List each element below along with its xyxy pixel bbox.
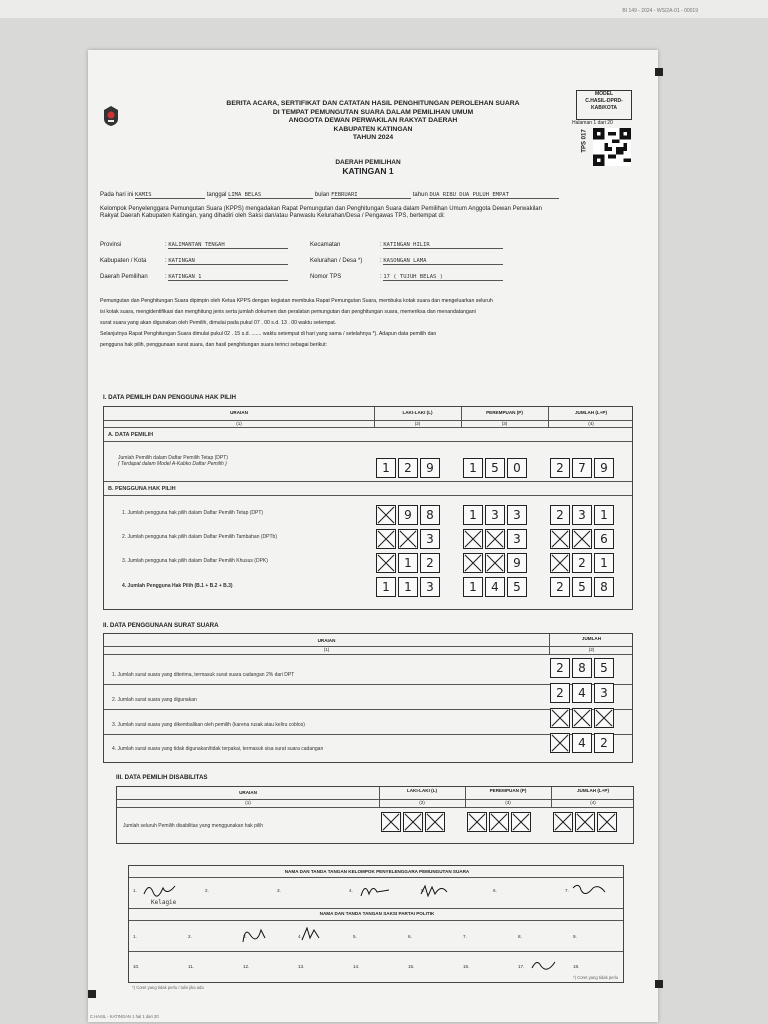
crossed-box-icon (594, 708, 614, 728)
digit-box: 1 (594, 553, 614, 573)
disabilitas-perempuan-boxes (467, 812, 533, 832)
signature-slot-number: 2. (188, 934, 192, 939)
registration-mark (655, 980, 663, 988)
b4-laki-boxes (376, 577, 442, 597)
section-3-table: URAIAN LAKI-LAKI (L) PEREMPUAN (P) JUMLAH (L+P) (1) (2) (3) (4) Jumlah seluruh Pemilih disabilitas yang menggunakan hak pilih (116, 786, 634, 844)
crossed-box-icon (467, 812, 487, 832)
crossed-box-icon (511, 812, 531, 832)
crossed-box-icon (425, 812, 445, 832)
digit-box: 6 (594, 529, 614, 549)
kpu-logo-icon (103, 105, 119, 127)
signature-slot-number: 4. (349, 888, 353, 893)
signature-slot-number: 5. (421, 888, 425, 893)
dpt-jumlah-boxes (550, 458, 616, 478)
digit-box: 1 (463, 577, 483, 597)
section-1-table: URAIAN LAKI-LAKI (L) PEREMPUAN (P) JUMLAH (L+P) (1) (2) (3) (4) A. DATA PEMILIH Jumlah Pemilih dalam Daftar Pemilih Tetap (DPT) ( Terdapat dalam Model A-Kabko Daftar Pemilih ) B. PENGGUNA HAK PILIH 1. Jumlah pengguna hak pilih dalam Daftar Pemilih Tetap (DPT) 2. Jumlah pengguna hak pilih dalam Daftar Pemilih Tambahan (DPTb) 3. Jumlah pengguna hak pilih dalam Daftar Pemilih Khusus (DPK) 4. Jumlah Pengguna Hak Pilih (B.1 + B.2 + B.3) (103, 406, 633, 610)
registration-mark (88, 990, 96, 998)
page-number: Halaman 1 dari 20 (572, 120, 613, 126)
kelurahan-value: KASONGAN LAMA (383, 258, 503, 265)
tps-vertical-label: TPS 017 (581, 129, 588, 153)
digit-box: 1 (594, 505, 614, 525)
b4-jumlah-boxes (550, 577, 616, 597)
surat-diterima-boxes (550, 658, 616, 678)
signature-slot-number: 3. (243, 934, 247, 939)
intro-line: Pada hari ini KAMIS tanggal LIMA BELAS bulan FEBRUARI tahun DUA RIBU DUA PULUH EMPAT (100, 192, 559, 199)
b1-jumlah-boxes (550, 505, 616, 525)
crossed-box-icon (575, 812, 595, 832)
digit-box: 4 (572, 683, 592, 703)
digit-box: 4 (572, 733, 592, 753)
digit-box: 4 (485, 577, 505, 597)
disabilitas-laki-boxes (381, 812, 447, 832)
b4-perempuan-boxes (463, 577, 529, 597)
digit-box: 3 (420, 529, 440, 549)
qr-code-icon (593, 128, 631, 166)
model-box: MODEL C.HASIL-DPRD- KAB/KOTA (576, 90, 632, 120)
crossed-box-icon (381, 812, 401, 832)
b1-perempuan-boxes (463, 505, 529, 525)
crossed-box-icon (572, 529, 592, 549)
digit-box: 1 (398, 553, 418, 573)
digit-box: 3 (507, 505, 527, 525)
signature-saksi-4-icon (299, 924, 323, 944)
dapil-value: KATINGAN 1 (168, 274, 288, 281)
signature-anggota-4-icon (359, 880, 393, 902)
digit-box: 9 (398, 505, 418, 525)
crossed-box-icon (597, 812, 617, 832)
digit-box: 8 (572, 658, 592, 678)
digit-box: 8 (420, 505, 440, 525)
digit-box: 2 (550, 658, 570, 678)
signature-slot-number: 6. (493, 888, 497, 893)
b3-perempuan-boxes (463, 553, 529, 573)
signature-slot-number: 8. (518, 934, 522, 939)
signature-slot-number: 17. (518, 964, 525, 969)
digit-box: 5 (572, 577, 592, 597)
bottom-strip: C.HASIL - KATINGAN 1 hal 1 dari 20 (90, 1014, 159, 1019)
digit-box: 2 (572, 553, 592, 573)
hari-value: KAMIS (135, 192, 205, 199)
digit-box: 3 (420, 577, 440, 597)
procedure-paragraph: Pemungutan dan Penghitungan Suara dipimpin oleh Ketua KPPS dengan kegiatan membuka Rapat Pemungutan Suara, membuka kotak suara dan mengeluarkan seluruh isi kotak suara, mengidentifikasi dan menghitung jenis serta jumlah dokumen dan peralatan pemungutan dan penghitungan suara, memeriksa dan menandatangani surat suara yang akan digunakan oleh Pemilih, dimulai pada pukul 07 . 00 s.d. 13 . 00 waktu setempat. Selanjutnya Rapat Penghitungan Suara dimulai pukul 02 . 15 s.d. ....... waktu setempat di hari yang sama / setelahnya *). Adapun data pemilih dan pengguna hak pilih, penggunaan surat suara, dan hasil penghitungan suara terinci sebagai berikut: (100, 298, 493, 348)
dpt-perempuan-boxes (463, 458, 529, 478)
top-strip: BI 149 - 2024 - WS/2A-01 - 00019 (0, 0, 768, 18)
kecamatan-value: KATINGAN HILIR (383, 242, 503, 249)
digit-box: 1 (463, 458, 483, 478)
b2-perempuan-boxes (463, 529, 529, 549)
digit-box: 5 (594, 658, 614, 678)
signature-anggota-5-icon (419, 882, 449, 900)
digit-box: 3 (594, 683, 614, 703)
ketua-name: Kelagie (151, 899, 177, 906)
crossed-box-icon (550, 733, 570, 753)
disabilitas-jumlah-boxes (553, 812, 619, 832)
digit-box: 1 (398, 577, 418, 597)
crossed-box-icon (550, 529, 570, 549)
digit-box: 1 (463, 505, 483, 525)
digit-box: 5 (507, 577, 527, 597)
signature-slot-number: 1. (133, 934, 137, 939)
crossed-box-icon (463, 553, 483, 573)
signature-saksi-17-icon (529, 954, 559, 976)
digit-box: 1 (376, 577, 396, 597)
surat-dikembalikan-boxes (550, 708, 616, 728)
crossed-box-icon (572, 708, 592, 728)
crossed-box-icon (550, 553, 570, 573)
signature-slot-number: 6. (408, 934, 412, 939)
surat-digunakan-boxes (550, 683, 616, 703)
b1-laki-boxes (376, 505, 442, 525)
daerah-pemilihan: DAERAH PEMILIHAN KATINGAN 1 (335, 159, 401, 176)
b3-laki-boxes (376, 553, 442, 573)
signature-slot-number: 18. (573, 964, 580, 969)
digit-box: 2 (420, 553, 440, 573)
b2-laki-boxes (376, 529, 442, 549)
bulan-value: FEBRUARI (331, 192, 411, 199)
signature-slot-number: 7. (565, 888, 569, 893)
registration-mark (655, 68, 663, 76)
crossed-box-icon (550, 708, 570, 728)
tahun-value: DUA RIBU DUA PULUH EMPAT (429, 192, 559, 199)
crossed-box-icon (376, 529, 396, 549)
digit-box: 9 (420, 458, 440, 478)
signature-slot-number: 14. (353, 964, 360, 969)
digit-box: 3 (485, 505, 505, 525)
crossed-box-icon (463, 529, 483, 549)
signature-slot-number: 1. (133, 888, 137, 893)
digit-box: 5 (485, 458, 505, 478)
dpt-laki-boxes (376, 458, 442, 478)
digit-box: 2 (550, 505, 570, 525)
crossed-box-icon (398, 529, 418, 549)
crossed-box-icon (376, 505, 396, 525)
digit-box: 8 (594, 577, 614, 597)
crossed-box-icon (485, 553, 505, 573)
tanggal-value: LIMA BELAS (228, 192, 313, 199)
crossed-box-icon (485, 529, 505, 549)
signature-slot-number: 3. (277, 888, 281, 893)
section-2-table: URAIAN JUMLAH (1) (2) 1. Jumlah surat suara yang diterima, termasuk surat suara cadangan 2% dari DPT 2. Jumlah surat suara yang digunakan 3. Jumlah surat suara yang dikembalikan oleh pemilih (karena rusak atau keliru coblos) 4. Jumlah surat suara yang tidak digunakan/tidak terpakai, termasuk sisa surat suara cadangan (103, 633, 633, 763)
signature-slot-number: 2. (205, 888, 209, 893)
digit-box: 1 (376, 458, 396, 478)
signature-slot-number: 16. (463, 964, 470, 969)
b2-jumlah-boxes (550, 529, 616, 549)
signature-slot-number: 11. (188, 964, 195, 969)
form-sheet: BERITA ACARA, SERTIFIKAT DAN CATATAN HASIL PENGHITUNGAN PEROLEHAN SUARA DI TEMPAT PEMUNGUTAN SUARA DALAM PEMILIHAN UMUM ANGGOTA DEWAN PERWAKILAN RAKYAT DAERAH KABUPATEN KATINGAN TAHUN 2024 MODEL C.HASIL-DPRD- KAB/KOTA Halaman 1 dari 20 TPS 017 DAERAH PEMILIHAN KATINGAN 1 Pada hari ini KAMIS tanggal LIMA BELAS bulan FEBRUARI tahun DUA RIBU DUA PULUH EMPAT Kelompok Penyelenggara Pemungutan Suara (KPPS) mengadakan Rapat Pemungutan dan Penghitungan Suara dalam Pemilihan Umum Anggota Dewan Perwakilan Rakyat Daerah Kabupaten Katingan, yang dihadiri oleh Saksi dan/atau Panwaslu Kelurahan/Desa / Pengawas TPS, bertempat di: Provinsi : KALIMANTAN TENGAH Kabupaten / Kota : KATINGAN Daerah Pemilihan : KATINGAN 1 Kecamatan : KATINGAN HILIR Kelurahan / Desa *) : KASONGAN LAMA Nomor TPS : 17 ( TUJUH BELAS ) Pemungutan dan Penghitungan Suara dipimpin oleh Ketua KPPS dengan kegiatan membuka Rapat Pemungutan Suara, membuka kotak suara dan mengeluarkan seluruh isi kotak suara, mengidentifikasi dan menghitung jenis serta jumlah dokumen dan peralatan pemungutan dan penghitungan suara, memeriksa dan menandatangani surat suara yang akan digunakan oleh Pemilih, dimulai pada pukul 07 . 00 s.d. 13 . 00 waktu setempat. Selanjutnya Rapat Penghitungan Suara dimulai pukul 02 . 15 s.d. ....... waktu setempat di hari yang sama / setelahnya *). Adapun data pemilih dan pengguna hak pilih, penggunaan surat suara, dan hasil penghitungan suara terinci sebagai berikut: I. DATA PEMILIH DAN PENGGUNA HAK PILIH URAIAN LAKI-LAKI (L) PEREMPUAN (P) JUMLAH (L+P) (1) (2) (3) (4) A. DATA PEMILIH Jumlah Pemilih dalam Daftar Pemilih Tetap (DPT) ( Terdapat dalam Model A-Kabko Daftar Pemilih ) B. PENGGUNA HAK PILIH 1. Jumlah pengguna hak pilih dalam Daftar Pemilih Tetap (DPT) 2. Jumlah pengguna hak pilih dalam Daftar Pemilih Tambahan (DPTb) 3. Jumlah pengguna hak pilih dalam Daftar Pemilih Khusus (DPK) 4. Jumlah Pengguna Hak Pilih (B.1 + B.2 + B.3) II. DATA PENGGUNAAN SURAT SUARA URAIAN JUMLAH (1) (2) 1. Jumlah surat suara yang diterima, termasuk surat suara cadangan 2% dari DPT 2. Jumlah surat suara yang digunakan 3. Jumlah surat suara yang dikembalikan oleh pemilih (karena rusak atau keliru coblos) 4. Jumlah surat suara yang tidak digunakan/tidak terpakai, termasuk sisa surat suara cadangan III. DATA PEMILIH DISABILITAS URAIAN LAKI-LAKI (L) PEREMPUAN (P) JUMLAH (L+P) (1) (2) (3) (4) Jumlah seluruh Pemilih disabilitas yang menggunakan hak pilih 1 2 9 1 5 0 2 7 9 9 8 1 3 3 2 3 1 3 3 6 1 2 9 2 1 1 1 3 1 4 5 2 5 8 2 8 5 2 4 3 4 2 NAMA DAN TANDA TANGAN KELOMPOK PENYELENGGARA PEMUNGUTAN SUARA NAMA DAN TANDA TANGAN SAKSI PARTAI POLITIK 1. 2. 3. 4. 5. 6. 7. 1. 2. 3. 4. 5. 6. 7. 8. 9. 10. 11. 12. 13. 14. 15. 16. 17. 18. Kelagie *) Coret yang tidak perlu / tulis jika ada *) Coret yang tidak perlu (88, 50, 658, 1022)
digit-box: 9 (594, 458, 614, 478)
signature-slot-number: 13. (298, 964, 305, 969)
digit-box: 9 (507, 553, 527, 573)
signature-slot-number: 10. (133, 964, 140, 969)
kabupaten-value: KATINGAN (168, 258, 288, 265)
digit-box: 2 (594, 733, 614, 753)
crossed-box-icon (403, 812, 423, 832)
signature-table: NAMA DAN TANDA TANGAN KELOMPOK PENYELENGGARA PEMUNGUTAN SUARA NAMA DAN TANDA TANGAN SAKSI PARTAI POLITIK 1. 2. 3. 4. 5. 6. 7. 1. 2. 3. 4. 5. 6. 7. 8. 9. 10. 11. 12. 13. 14. 15. 16. 17. 18. Kelagie (128, 865, 624, 983)
surat-tidak-digunakan-boxes (550, 733, 616, 753)
digit-box: 3 (507, 529, 527, 549)
dpt-row-label: Jumlah Pemilih dalam Daftar Pemilih Tetap (DPT) ( Terdapat dalam Model A-Kabko Daftar Pemilih ) (118, 455, 228, 467)
digit-box: 2 (550, 577, 570, 597)
crossed-box-icon (376, 553, 396, 573)
signature-slot-number: 4. (298, 934, 302, 939)
b3-jumlah-boxes (550, 553, 616, 573)
intro-text: Kelompok Penyelenggara Pemungutan Suara (KPPS) mengadakan Rapat Pemungutan dan Penghitungan Suara dalam Pemilihan Umum Anggota Dewan Perwakilan Rakyat Daerah Kabupaten Katingan, yang dihadiri oleh Saksi dan/atau Panwaslu Kelurahan/Desa / Pengawas TPS, bertempat di: (100, 206, 542, 219)
digit-box: 2 (398, 458, 418, 478)
signature-slot-number: 5. (353, 934, 357, 939)
crossed-box-icon (489, 812, 509, 832)
tps-value: 17 ( TUJUH BELAS ) (383, 274, 503, 281)
crossed-box-icon (553, 812, 573, 832)
digit-box: 2 (550, 683, 570, 703)
digit-box: 7 (572, 458, 592, 478)
provinsi-value: KALIMANTAN TENGAH (168, 242, 288, 249)
document-title: BERITA ACARA, SERTIFIKAT DAN CATATAN HASIL PENGHITUNGAN PEROLEHAN SUARA DI TEMPAT PEMUNGUTAN SUARA DALAM PEMILIHAN UMUM ANGGOTA DEWAN PERWAKILAN RAKYAT DAERAH KABUPATEN KATINGAN TAHUN 2024 (226, 100, 520, 142)
signature-anggota-7-icon (569, 880, 609, 902)
section-1-title: I. DATA PEMILIH DAN PENGGUNA HAK PILIH (103, 394, 237, 401)
signature-saksi-3-icon (239, 922, 269, 946)
signature-slot-number: 9. (573, 934, 577, 939)
section-3-title: III. DATA PEMILIH DISABILITAS (116, 774, 208, 781)
signature-slot-number: 12. (243, 964, 250, 969)
section-2-title: II. DATA PENGGUNAAN SURAT SUARA (103, 622, 219, 629)
digit-box: 2 (550, 458, 570, 478)
digit-box: 3 (572, 505, 592, 525)
signature-slot-number: 15. (408, 964, 415, 969)
digit-box: 0 (507, 458, 527, 478)
signature-slot-number: 7. (463, 934, 467, 939)
